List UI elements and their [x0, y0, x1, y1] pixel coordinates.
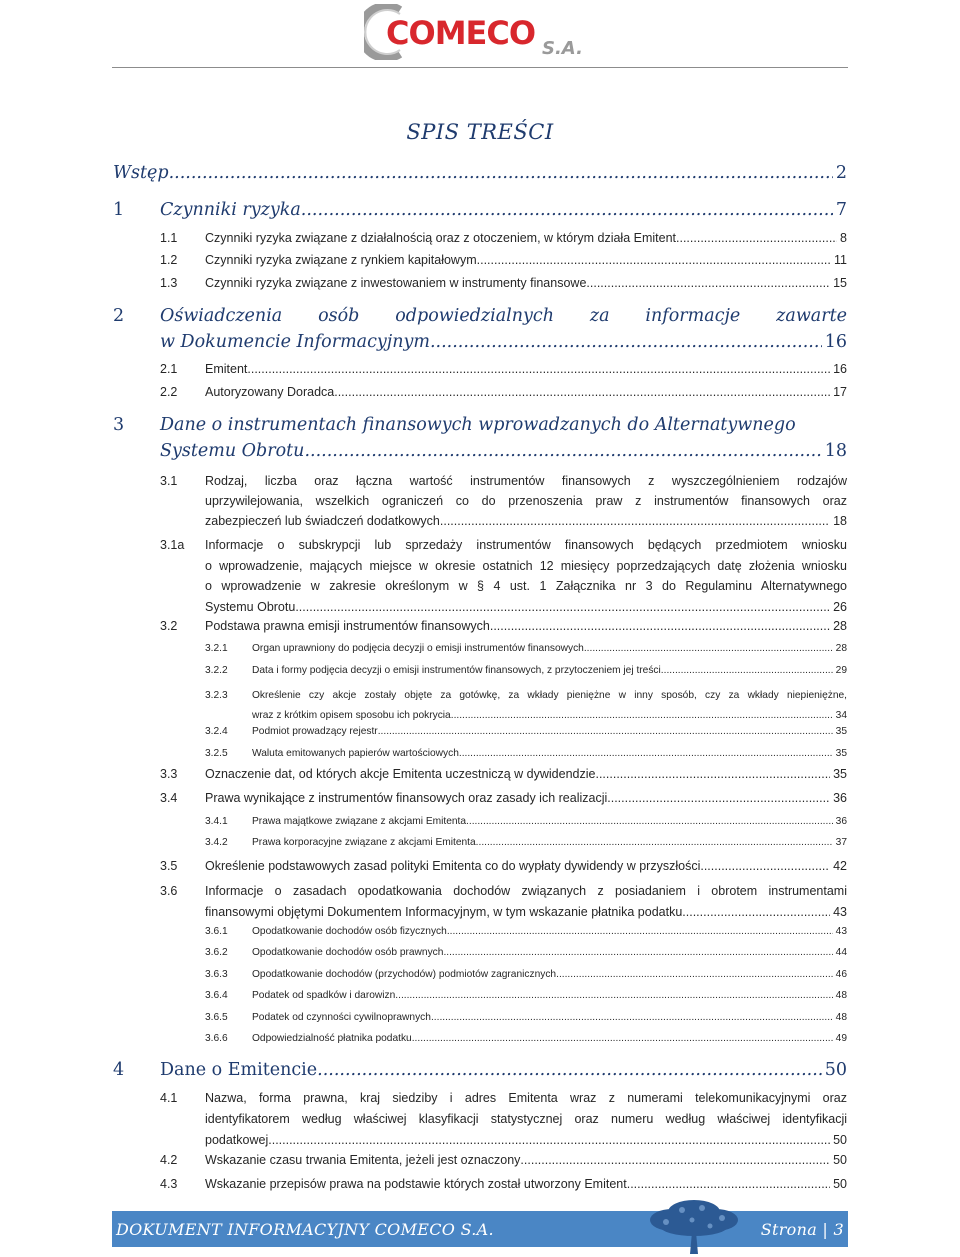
toc-entry-text: Opodatkowanie dochodów osób fizycznych: [252, 926, 447, 937]
toc-page-number: 28: [833, 619, 847, 633]
toc-leader-dots: [443, 947, 832, 958]
toc-entry-number: 4: [113, 1060, 125, 1080]
toc-page-number: 17: [833, 385, 847, 399]
toc-entry-text: Organ uprawniony do podjęcia decyzji o emisji instrumentów finansowych: [252, 643, 584, 654]
toc-entry-3-4[interactable]: [113, 791, 847, 805]
toc-entry-4[interactable]: [113, 1060, 847, 1080]
toc-page-number: 7: [835, 200, 847, 220]
toc-entry-number: 3.5: [160, 859, 178, 873]
toc-entry-number: 3.4.2: [205, 837, 228, 848]
toc-entry-number: 1: [113, 200, 125, 220]
toc-page-number: 50: [833, 1133, 847, 1147]
toc-entry-number: 3.6.2: [205, 947, 228, 958]
toc-page-number: 18: [833, 514, 847, 528]
toc-leader-dots: [595, 767, 830, 781]
toc-entry-text-line: Informacje o subskrypcji lub sprzedaży instrumentów finansowych będących przedmiotem wniosku: [205, 538, 847, 552]
toc-page-number: 42: [833, 859, 847, 873]
toc-entry-1-3[interactable]: [113, 276, 847, 290]
toc-entry-number: 3: [113, 415, 125, 435]
toc-entry-number: 3.2.4: [205, 726, 228, 737]
toc-leader-dots: [586, 276, 830, 290]
toc-page-number: 16: [833, 362, 847, 376]
toc-entry-text: Prawa wynikające z instrumentów finansowych oraz zasady ich realizacji.: [205, 791, 611, 805]
toc-leader-dots: [412, 1033, 833, 1044]
toc-entry-2[interactable]: [113, 306, 847, 352]
toc-page-number: 48: [835, 1012, 847, 1023]
toc-page-number: 34: [835, 709, 847, 721]
toc-entry-text: Data i formy podjęcia decyzji o emisji instrumentów finansowych, z przytoczeniem jej treści: [252, 665, 661, 676]
toc-entry-text: podatkowej: [205, 1133, 269, 1147]
toc-leader-dots: [520, 1153, 830, 1167]
toc-page-number: 2: [835, 163, 847, 183]
toc-entry-text-line: Informacje o zasadach opodatkowania dochodów związanych z posiadaniem i obrotem instrumentami: [205, 884, 847, 898]
toc-leader-dots: [434, 1012, 833, 1023]
toc-page-number: 35: [835, 748, 847, 759]
toc-entry-3-4-1[interactable]: [113, 816, 847, 827]
toc-entry-4-2[interactable]: [113, 1153, 847, 1167]
toc-leader-dots: [682, 902, 830, 923]
toc-page-number: 28: [835, 643, 847, 654]
toc-entry-text-line: Dane o instrumentach finansowych wprowadzanych do Alternatywnego: [160, 415, 796, 435]
toc-entry-3-1a[interactable]: [113, 535, 847, 617]
toc-entry-number: 3.4.1: [205, 816, 228, 827]
toc-page-number: 44: [835, 947, 847, 958]
toc-entry-text: Prawa korporacyjne związane z akcjami Emitenta: [252, 837, 476, 848]
toc-page-number: 26: [833, 599, 847, 614]
toc-entry-text: Prawa majątkowe związane z akcjami Emitenta.: [252, 816, 469, 827]
toc-entry-4-1[interactable]: [113, 1088, 847, 1151]
toc-entry-text-line: o wprowadzenie w zakresie określonym w § 4 ust. 1 Załącznika nr 3 do Regulaminu Alternatywnego: [205, 579, 847, 593]
toc-entry-text: zabezpieczeń lub świadczeń dodatkowych: [205, 514, 440, 528]
toc-entry-text-line: identyfikatorem według właściwej klasyfikacji statystycznej oraz numeru według właściwej identyfikacji: [205, 1112, 847, 1126]
footer-document-title: DOKUMENT INFORMACYJNY COMECO S.A.: [116, 1219, 494, 1239]
toc-entry-text-line: o wprowadzenie, mających miejsce w okresie ostatnich 12 miesięcy poprzedzających datę złożenia wniosku: [205, 558, 847, 573]
svg-text:COMECO: COMECO: [386, 14, 536, 52]
toc-entry-number: 3.3: [160, 767, 178, 781]
toc-page-number: 43: [833, 905, 847, 919]
toc-leader-dots: [661, 665, 833, 676]
toc-leader-dots: [301, 200, 833, 220]
toc-leader-dots: [268, 1130, 830, 1151]
toc-page-number: 16: [824, 332, 847, 352]
toc-leader-dots: [469, 816, 833, 827]
toc-entry-text: Wstęp: [113, 163, 169, 183]
toc-page-number: 50: [833, 1153, 847, 1167]
toc-entry-3-5[interactable]: [113, 859, 847, 873]
toc-leader-dots: [334, 385, 830, 399]
toc-entry-3-2-3[interactable]: [113, 686, 847, 725]
toc-entry-3-6-1[interactable]: [113, 926, 847, 937]
toc-entry-text: Czynniki ryzyka związane z rynkiem kapitałowym.: [205, 253, 481, 267]
toc-entry-text: Podstawa prawna emisji instrumentów finansowych: [205, 619, 490, 633]
toc-leader-dots: [447, 926, 833, 937]
toc-entry-number: 3.6.4: [205, 990, 228, 1001]
toc-entry-3-2[interactable]: [113, 619, 847, 633]
toc-entry-number: 3.6.1: [205, 926, 228, 937]
toc-page-number: 35: [833, 767, 847, 781]
toc-entry-text: Opodatkowanie dochodów osób prawnych: [252, 947, 444, 958]
toc-page-number: 18: [824, 441, 847, 461]
toc-leader-dots: [584, 643, 833, 654]
toc-entry-3-6-4[interactable]: [113, 990, 847, 1001]
toc-title: SPIS TREŚCI: [406, 120, 554, 144]
toc-entry-text-line: Rodzaj, liczba oraz łączna wartość instrumentów finansowych z wyszczególnieniem rodzajów: [205, 474, 847, 488]
toc-entry-3-6-6[interactable]: [113, 1033, 847, 1044]
toc-entry-3-2-5[interactable]: [113, 748, 847, 759]
toc-leader-dots: [440, 511, 830, 531]
toc-entry-number: 3.2.2: [205, 665, 228, 676]
toc-page-number: 46: [835, 969, 847, 980]
toc-entry-text: finansowymi objętymi Dokumentem Informacyjnym, w tym wskazanie płatnika podatku: [205, 905, 683, 919]
toc-entry-text-line: Określenie czy akcje zostały objęte za gotówkę, za wkłady pieniężne w inny sposób, czy za wkłady niepieniężne,: [252, 690, 847, 701]
toc-entry-text-line: uprzywilejowania, wszelkich ograniczeń co do przenoszenia praw z instrumentów finansowych oraz: [205, 494, 847, 508]
toc-entry-text: Wskazanie przepisów prawa na podstawie których został utworzony Emitent: [205, 1177, 627, 1191]
toc-entry-text: Czynniki ryzyka związane z działalnością oraz z otoczeniem, w którym działa Emitent: [205, 231, 677, 245]
toc-entry-text: Czynniki ryzyka: [160, 200, 301, 220]
toc-entry-3-2-2[interactable]: [113, 665, 847, 676]
toc-entry-intro[interactable]: [113, 163, 847, 183]
toc-entry-text: Czynniki ryzyka związane z inwestowaniem w instrumenty finansowe: [205, 276, 587, 290]
toc-page-number: 43: [835, 926, 847, 937]
toc-leader-dots: [451, 706, 833, 726]
tree-icon: [642, 1196, 746, 1254]
toc-entry-number: 1.1: [160, 231, 178, 245]
toc-entry-3-2-4[interactable]: [113, 726, 847, 737]
toc-leader-dots: [611, 791, 830, 805]
toc-entry-3-2-1[interactable]: [113, 643, 847, 654]
table-of-contents: [113, 0, 847, 1257]
toc-page-number: 11: [834, 253, 847, 267]
toc-entry-3-1[interactable]: [113, 471, 847, 531]
toc-page-number: 36: [833, 791, 847, 805]
toc-entry-number: 3.2: [160, 619, 178, 633]
toc-leader-dots: [247, 362, 830, 376]
toc-leader-dots: [459, 748, 833, 759]
toc-entry-1[interactable]: [113, 200, 847, 220]
toc-page-number: 36: [835, 816, 847, 827]
toc-entry-number: 2: [113, 306, 125, 326]
toc-entry-3-6[interactable]: [113, 881, 847, 923]
toc-entry-text: Wskazanie czasu trwania Emitenta, jeżeli jest oznaczony: [205, 1153, 521, 1167]
toc-leader-dots: [395, 990, 832, 1001]
toc-leader-dots: [476, 837, 833, 848]
toc-entry-number: 3.6: [160, 884, 178, 898]
toc-entry-number: 3.6.6: [205, 1033, 228, 1044]
toc-entry-text: Waluta emitowanych papierów wartościowych: [252, 748, 459, 759]
toc-entry-1-2[interactable]: [113, 253, 847, 267]
toc-entry-3-6-3[interactable]: [113, 969, 847, 980]
footer-page-number: Strona | 3: [760, 1219, 844, 1239]
toc-leader-dots: [627, 1177, 830, 1191]
toc-entry-2-2[interactable]: [113, 385, 847, 399]
toc-leader-dots: [559, 969, 833, 980]
toc-page-number: 49: [835, 1033, 847, 1044]
toc-leader-dots: [295, 597, 830, 618]
toc-entry-number: 4.2: [160, 1153, 178, 1167]
toc-leader-dots: [700, 859, 830, 873]
toc-page-number: 48: [835, 990, 847, 1001]
toc-page-number: 35: [835, 726, 847, 737]
toc-entry-number: 1.3: [160, 276, 178, 290]
toc-entry-1-1[interactable]: [113, 231, 847, 245]
toc-leader-dots: [317, 1060, 822, 1080]
toc-leader-dots: [430, 332, 822, 352]
toc-entry-text: Oznaczenie dat, od których akcje Emitenta uczestniczą w dywidendzie: [205, 767, 596, 781]
toc-leader-dots: [169, 163, 833, 183]
toc-page-number: 37: [835, 837, 847, 848]
toc-entry-3[interactable]: [113, 415, 847, 461]
toc-entry-text: Określenie podstawowych zasad polityki Emitenta co do wypłaty dywidendy w przyszłości: [205, 859, 701, 873]
svg-text:S.A.: S.A.: [542, 38, 583, 59]
toc-leader-dots: [676, 231, 837, 245]
toc-entry-text-line: Oświadczenia osób odpowiedzialnych za informacje zawarte: [160, 306, 847, 326]
toc-entry-number: 3.1: [160, 474, 178, 488]
toc-entry-number: 4.3: [160, 1177, 178, 1191]
toc-entry-number: 1.2: [160, 253, 178, 267]
toc-entry-3-6-2[interactable]: [113, 947, 847, 958]
toc-entry-text: Systemu Obrotu: [205, 599, 296, 614]
toc-entry-text: Podatek od spadków i darowizn: [252, 990, 396, 1001]
toc-entry-number: 3.2.1: [205, 643, 228, 654]
toc-entry-number: 3.4: [160, 791, 178, 805]
toc-entry-text: w Dokumencie Informacyjnym: [160, 332, 430, 352]
toc-leader-dots: [480, 253, 831, 267]
toc-page-number: 29: [835, 665, 847, 676]
toc-entry-text: Podmiot prowadzący rejestr: [252, 726, 378, 737]
toc-entry-number: 3.6.5: [205, 1012, 228, 1023]
toc-page-number: 50: [833, 1177, 847, 1191]
toc-entry-text: Podatek od czynności cywilnoprawnych.: [252, 1012, 434, 1023]
toc-entry-number: 2.2: [160, 385, 178, 399]
toc-entry-number: 2.1: [160, 362, 178, 376]
toc-page-number: 15: [833, 276, 847, 290]
toc-entry-3-4-2[interactable]: [113, 837, 847, 848]
toc-entry-4-3[interactable]: [113, 1177, 847, 1191]
toc-entry-text: Dane o Emitencie: [160, 1060, 318, 1080]
toc-leader-dots: [378, 726, 833, 737]
toc-entry-number: 3.2.5: [205, 748, 228, 759]
toc-entry-number: 3.6.3: [205, 969, 228, 980]
toc-leader-dots: [304, 441, 821, 461]
toc-entry-text-line: Nazwa, forma prawna, kraj siedziby i adres Emitenta wraz z numerami telekomunikacyjnymi oraz: [205, 1091, 847, 1105]
toc-entry-number: 4.1: [160, 1091, 178, 1105]
toc-page-number: 8: [840, 231, 847, 245]
toc-entry-text: Odpowiedzialność płatnika podatku: [252, 1033, 412, 1044]
toc-entry-text: Autoryzowany Doradca: [205, 385, 335, 399]
toc-entry-text: wraz z krótkim opisem sposobu ich pokrycia: [252, 709, 451, 721]
toc-leader-dots: [490, 619, 830, 633]
toc-entry-2-1[interactable]: [113, 362, 847, 376]
toc-entry-text: Systemu Obrotu: [160, 441, 305, 461]
toc-entry-3-3[interactable]: [113, 767, 847, 781]
toc-entry-number: 3.2.3: [205, 690, 228, 701]
toc-entry-3-6-5[interactable]: [113, 1012, 847, 1023]
toc-entry-text: Emitent: [205, 362, 248, 376]
toc-page-number: 50: [824, 1060, 847, 1080]
toc-entry-number: 3.1a: [160, 538, 185, 552]
toc-entry-text: Opodatkowanie dochodów (przychodów) podmiotów zagranicznych.: [252, 969, 559, 980]
